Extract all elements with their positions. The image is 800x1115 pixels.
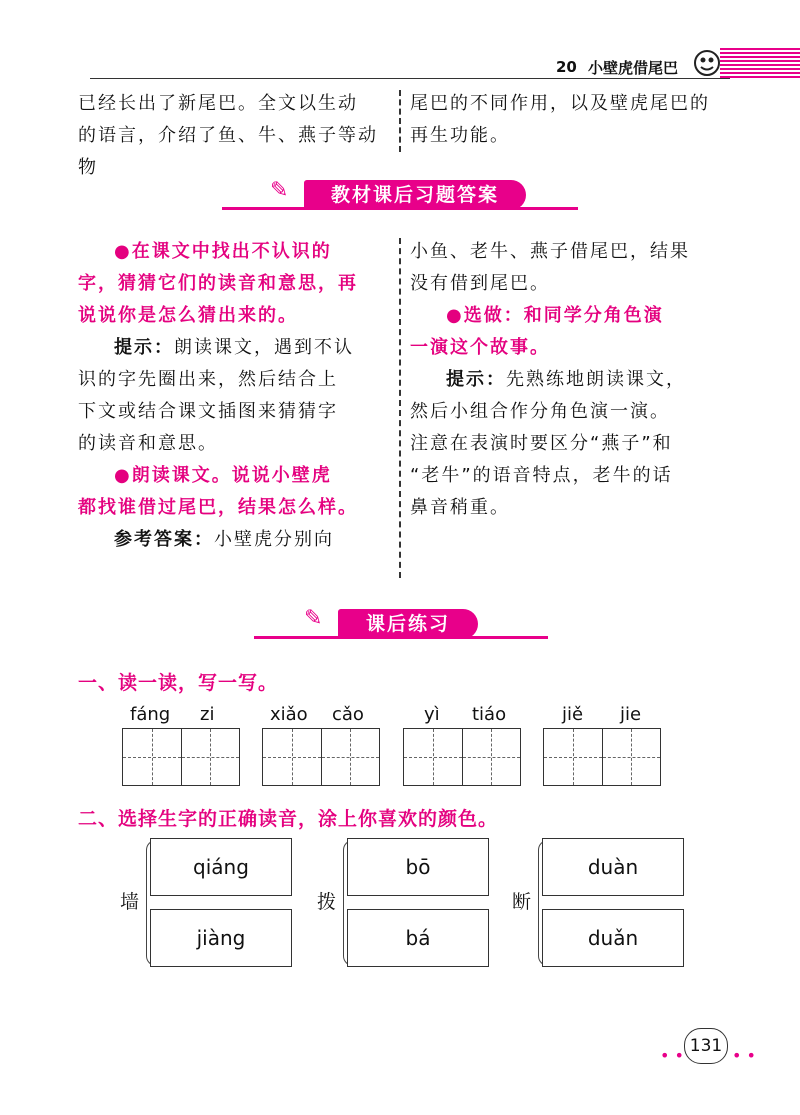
pinyin: fáng [130, 704, 171, 725]
pinyin-option[interactable]: bá [347, 909, 489, 967]
mascot-icon [690, 48, 724, 78]
pinyin-option[interactable]: duǎn [542, 909, 684, 967]
writing-grid[interactable] [403, 728, 521, 786]
textbook-right-column: 小鱼、老牛、燕子借尾巴，结果 没有借到尾巴。 ●选做：和同学分角色演 一演这个故事。 提示：先熟练地朗读课文， 然后小组合作分角色演一演。 注意在表演时要区分“燕子”和 “老牛”的语音特点，老牛的话 鼻音稍重。 [410, 241, 690, 518]
section-title-textbook: 教材课后习题答案 [304, 180, 526, 210]
pinyin: jie [620, 704, 642, 725]
pinyin: yì [424, 704, 440, 725]
writing-grid[interactable] [543, 728, 661, 786]
part1-title: 一、读一读，写一写。 [78, 672, 279, 694]
pinyin: cǎo [332, 704, 364, 725]
pinyin: xiǎo [270, 704, 308, 725]
character: 拨 [317, 891, 337, 913]
character: 墙 [120, 891, 140, 913]
page-number: 131 [684, 1028, 728, 1064]
intro-left: 已经长出了新尾巴。全文以生动 的语言，介绍了鱼、牛、燕子等动物 [78, 93, 378, 178]
writing-grid[interactable] [262, 728, 380, 786]
pencil-icon: ✎ [304, 606, 323, 631]
character: 断 [512, 891, 532, 913]
column-divider [399, 238, 401, 578]
header-stripes [720, 48, 800, 78]
pencil-icon: ✎ [270, 178, 289, 203]
lesson-number: 20 [556, 58, 577, 76]
pinyin-option[interactable]: jiàng [150, 909, 292, 967]
decorative-dots: • • [732, 1046, 756, 1065]
pinyin: zi [200, 704, 215, 725]
pinyin-option[interactable]: duàn [542, 838, 684, 896]
column-divider [399, 90, 401, 152]
section-title-practice: 课后练习 [338, 609, 478, 639]
lesson-title: 小壁虎借尾巴 [588, 59, 679, 77]
pinyin: tiáo [472, 704, 507, 725]
part2-title: 二、选择生字的正确读音，涂上你喜欢的颜色。 [78, 808, 499, 830]
writing-grid[interactable] [122, 728, 240, 786]
pinyin-option[interactable]: bō [347, 838, 489, 896]
pinyin-option[interactable]: qiáng [150, 838, 292, 896]
decorative-dots: • • [660, 1046, 684, 1065]
pinyin: jiě [562, 704, 584, 725]
header-rule [90, 78, 730, 79]
textbook-left-column: ●在课文中找出不认识的 字，猜猜它们的读音和意思，再 说说你是怎么猜出来的。 提示：朗读课文，遇到不认 识的字先圈出来，然后结合上 下文或结合课文插图来猜猜字 的读音和意思。 ●朗读课文。说说小壁虎 都找谁借过尾巴，结果怎么样。 参考答案：小壁虎分别向 [78, 241, 358, 550]
intro-right: 尾巴的不同作用，以及壁虎尾巴的 再生功能。 [410, 93, 710, 146]
